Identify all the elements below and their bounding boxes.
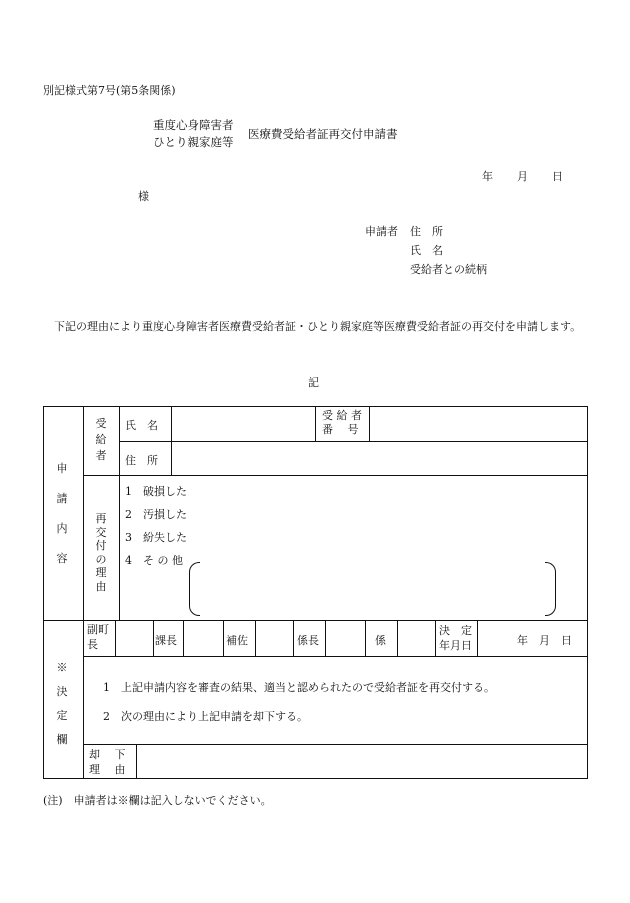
approval-divider-4 [255, 620, 256, 656]
ki-heading: 記 [308, 376, 319, 389]
page-title: 医療費受給者証再交付申請書 [248, 127, 398, 141]
reject-row-line [83, 744, 588, 745]
title-line-2: ひとり親家庭等 [153, 135, 234, 149]
approval-assistant: 補佐 [226, 634, 248, 647]
date-year-label: 年 [482, 170, 493, 183]
applicant-name-label: 氏 名 [410, 244, 443, 257]
decision-date-line-2: 年月日 [439, 639, 472, 652]
approval-divider-1 [153, 620, 154, 656]
approval-divider-7 [365, 620, 366, 656]
decision-section-label: ※決定欄 [56, 661, 68, 746]
request-statement: 下記の理由により重度心身障害者医療費受給者証・ひとり親家庭等医療費受給者証の再交付を申請します。 [54, 320, 582, 333]
application-section-label: 申請内容 [56, 462, 68, 565]
reason-option-lost: 3 紛失した [125, 531, 187, 544]
decision-date-value: 年 月 日 [517, 634, 572, 647]
recipient-number-label [322, 409, 362, 437]
number-label-right-line [369, 406, 370, 441]
recipient-number-line-1: 受 給 者 [322, 409, 362, 422]
reason-label: 再交付の理由 [95, 512, 107, 593]
recipient-bottom-line [83, 475, 588, 476]
label-column-divider [171, 406, 172, 475]
application-table [43, 406, 588, 779]
decision-date-label [439, 623, 472, 653]
left-column-divider [83, 406, 84, 779]
decision-approve: 1 上記申請内容を審査の結果、適当と認められたので受給者証を再交付する。 [103, 681, 495, 694]
date-month-label: 月 [517, 170, 528, 183]
approval-divider-10 [477, 620, 478, 656]
vice-mayor-divider [115, 620, 116, 656]
recipient-number-line-2: 番 号 [322, 423, 359, 436]
footnote: (注) 申請者は※欄は記入しないでください。 [43, 794, 272, 807]
name-row-line [119, 441, 588, 442]
approval-divider-5 [293, 620, 294, 656]
recipient-name-label: 氏 名 [125, 419, 158, 432]
sub-column-divider [119, 406, 120, 620]
title-line-1: 重度心身障害者 [153, 118, 234, 132]
other-reason-bracket-left [189, 562, 200, 616]
approval-divider-9 [435, 620, 436, 656]
decision-reject: 2 次の理由により上記申請を却下する。 [103, 710, 308, 723]
recipient-address-label: 住 所 [125, 454, 158, 467]
applicant-relation-label: 受給者との続柄 [410, 263, 487, 276]
approval-divider-6 [325, 620, 326, 656]
form-number: 別記様式第7号(第5条関係) [43, 84, 176, 97]
reject-label-divider [136, 744, 137, 779]
other-reason-bracket-right [545, 562, 556, 616]
addressee-suffix: 様 [138, 190, 149, 203]
number-label-left-line [315, 406, 316, 441]
recipient-label: 受給者 [95, 417, 107, 462]
section-divider [43, 620, 588, 621]
approval-divider-8 [397, 620, 398, 656]
approval-divider-2 [183, 620, 184, 656]
title-subject [153, 117, 234, 151]
approval-subsection-chief: 係長 [297, 634, 319, 647]
approval-divider-3 [223, 620, 224, 656]
approval-row-line [83, 656, 588, 657]
approval-staff: 係 [375, 634, 386, 647]
approval-section-chief: 課長 [155, 634, 177, 647]
reason-option-damaged: 1 破損した [125, 485, 187, 498]
applicant-address-label: 住 所 [410, 225, 443, 238]
reason-option-other: 4 そ の 他 [125, 554, 183, 567]
decision-date-line-1: 決 定 [439, 624, 472, 637]
reject-reason-line-2: 理 由 [89, 763, 126, 776]
applicant-label: 申請者 [365, 225, 398, 238]
reject-reason-label [89, 747, 126, 777]
date-day-label: 日 [552, 170, 563, 183]
reason-option-soiled: 2 汚損した [125, 508, 187, 521]
approval-vice-mayor: 副町長 [87, 623, 109, 651]
reject-reason-line-1: 却 下 [89, 748, 126, 761]
